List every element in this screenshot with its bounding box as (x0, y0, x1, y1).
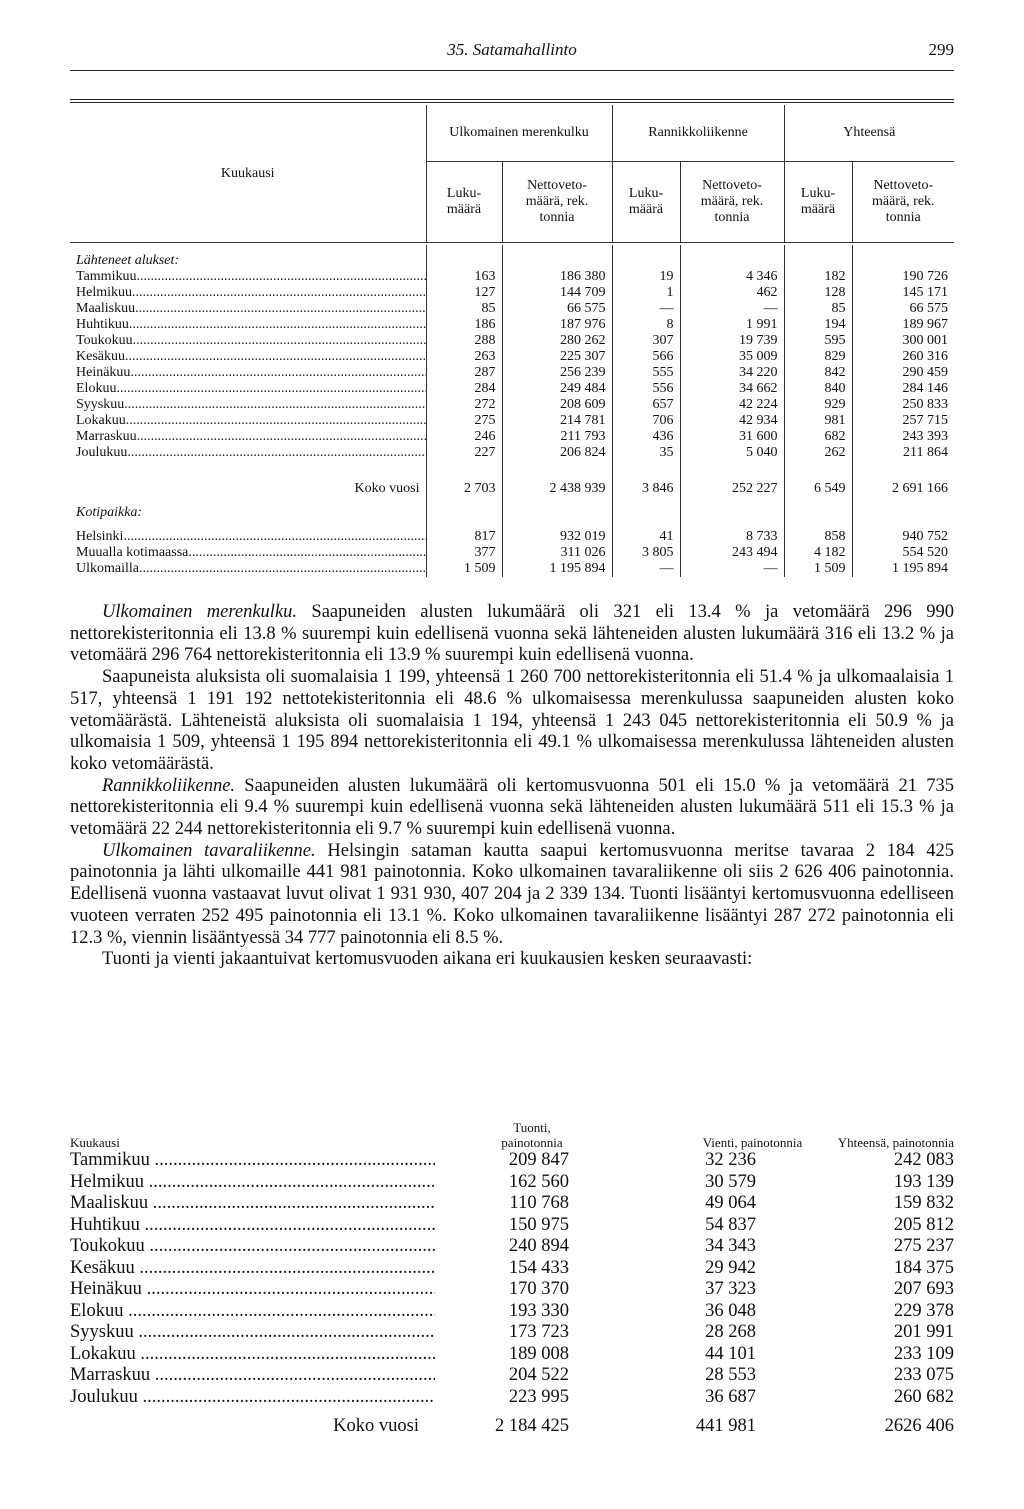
cell-value: 436 (612, 429, 680, 445)
table-row (70, 269, 954, 285)
table-row (70, 397, 954, 413)
cell-value: — (680, 301, 784, 317)
cell-value: 706 (612, 413, 680, 429)
total-row (70, 1408, 954, 1438)
table-top-rule (70, 99, 954, 100)
table-row (70, 545, 954, 561)
row-label: Toukokuu ..... (70, 333, 426, 349)
total-value: 2626 406 (884, 1416, 954, 1436)
cell-value: 209 847 (508, 1150, 569, 1170)
cell-value: 242 083 (893, 1150, 954, 1170)
cell-value: 566 (612, 349, 680, 365)
cell-value: 250 833 (852, 397, 954, 413)
subheader-tonnage: Nettoveto- määrä, rek. tonnia (852, 162, 954, 243)
month-label: Elokuu ..... (70, 1301, 435, 1323)
row-label: Huhtikuu ..... (70, 317, 426, 333)
cell-value: 555 (612, 365, 680, 381)
row-label: Elokuu ..... (70, 381, 426, 397)
cell-value: 233 109 (893, 1343, 954, 1364)
total-value: 2 438 939 (502, 469, 612, 497)
cell-value: 182 (784, 269, 852, 285)
table-row (70, 1150, 954, 1172)
paragraph (70, 949, 954, 971)
cell-value: 150 975 (508, 1214, 569, 1235)
row-label: Helmikuu ..... (70, 285, 426, 301)
cell-value: 1 195 894 (502, 561, 612, 577)
cell-value: 159 832 (893, 1193, 954, 1213)
cell-value: 233 075 (893, 1365, 954, 1385)
table-row (70, 561, 954, 577)
subheader-tonnage: Nettoveto- määrä, rek. tonnia (680, 162, 784, 243)
cell-value: 19 (612, 269, 680, 285)
table-row (70, 445, 954, 461)
cell-value: 5 040 (680, 445, 784, 461)
table-row (70, 1215, 954, 1237)
cell-value: 243 393 (852, 429, 954, 445)
paragraph-text: Saapuneiden alusten lukumäärä oli kertomusvuonna 501 eli 15.0 % ja vetomäärä 21 735 nettorekisteritonnia eli 9.4 % suurempi kuin edellisenä vuonna sekä lähteneiden alusten lukumäärä 511 eli 15.3 % ja vetomäärä 22 244 nettorekisteritonnia eli 9.7 % suurempi kuin edellisenä vuonna. (70, 775, 954, 840)
table-row (70, 1365, 954, 1387)
cell-value: 240 894 (508, 1236, 569, 1256)
month-label: Toukokuu ..... (70, 1236, 435, 1258)
table-top-rule-2 (70, 102, 954, 103)
cell-value: 1 195 894 (852, 561, 954, 577)
cell-value: 41 (612, 529, 680, 545)
paragraph-title: Ulkomainen tavaraliikenne. (102, 840, 316, 861)
cell-value: 190 726 (852, 269, 954, 285)
month-label: Syyskuu ..... (70, 1322, 435, 1344)
cell-value: 272 (426, 397, 502, 413)
cell-value: 193 330 (508, 1300, 569, 1321)
cell-value: 162 560 (508, 1171, 569, 1192)
cell-value: 858 (784, 529, 852, 545)
cell-value: 290 459 (852, 365, 954, 381)
cell-value: 8 (612, 317, 680, 333)
cell-value: 842 (784, 365, 852, 381)
cell-value: 246 (426, 429, 502, 445)
row-label: Lokakuu ..... (70, 413, 426, 429)
cell-value: 29 942 (705, 1257, 756, 1278)
row-label: Tammikuu ..... (70, 269, 426, 285)
cell-value: 128 (784, 285, 852, 301)
total-row (70, 469, 954, 497)
table-row (70, 317, 954, 333)
cell-value: 32 236 (705, 1150, 756, 1170)
cell-value: 54 837 (705, 1214, 756, 1235)
cell-value: 275 237 (893, 1236, 954, 1256)
cargo-traffic-table (70, 1120, 954, 1438)
table-row (70, 381, 954, 397)
cell-value: 145 171 (852, 285, 954, 301)
total-label: Koko vuosi (354, 481, 420, 496)
cell-value: 462 (680, 285, 784, 301)
cell-value: 66 575 (852, 301, 954, 317)
cell-value: 307 (612, 333, 680, 349)
cell-value: 44 101 (705, 1343, 756, 1364)
cell-value: 34 220 (680, 365, 784, 381)
cell-value: 8 733 (680, 529, 784, 545)
subheader-count: Luku- määrä (612, 162, 680, 243)
paragraph-title: Rannikkoliikenne. (102, 775, 236, 796)
table-row (70, 1279, 954, 1301)
table-row (70, 1301, 954, 1323)
cell-value: 201 991 (893, 1322, 954, 1342)
total-value: 6 549 (784, 469, 852, 497)
cell-value: 144 709 (502, 285, 612, 301)
cell-value: 205 812 (893, 1214, 954, 1235)
month-label: Tammikuu ..... (70, 1150, 435, 1172)
cell-value: 227 (426, 445, 502, 461)
cell-value: 184 375 (893, 1257, 954, 1278)
cell-value: 35 009 (680, 349, 784, 365)
table-row (70, 529, 954, 545)
table-row (70, 429, 954, 445)
cell-value: 189 008 (508, 1343, 569, 1364)
cell-value: 30 579 (705, 1171, 756, 1192)
month-label: Helmikuu ..... (70, 1172, 435, 1194)
total-value: 2 703 (426, 469, 502, 497)
cell-value: 37 323 (705, 1279, 756, 1299)
paragraph-title: Ulkomainen merenkulku. (102, 602, 298, 622)
col-header-total: Yhteensä, painotonnia (837, 1135, 954, 1150)
cell-value: 4 346 (680, 269, 784, 285)
cell-value: 260 682 (893, 1386, 954, 1407)
cell-value: 66 575 (502, 301, 612, 317)
cell-value: 163 (426, 269, 502, 285)
cell-value: 1 (612, 285, 680, 301)
cell-value: 556 (612, 381, 680, 397)
cell-value: 284 (426, 381, 502, 397)
cell-value: 19 739 (680, 333, 784, 349)
cell-value: 280 262 (502, 333, 612, 349)
cell-value: — (612, 301, 680, 317)
subheader-count: Luku- määrä (426, 162, 502, 243)
cell-value: 1 509 (426, 561, 502, 577)
paragraph (70, 667, 954, 776)
report-text (70, 602, 954, 971)
cell-value: — (612, 561, 680, 577)
cell-value: 1 509 (784, 561, 852, 577)
cell-value: — (680, 561, 784, 577)
cell-value: 223 995 (508, 1386, 569, 1407)
col-header-export: Vienti, painotonnia (702, 1135, 803, 1150)
cell-value: 34 662 (680, 381, 784, 397)
row-label: Ulkomailla ..... (70, 561, 426, 577)
header-rule (70, 70, 954, 71)
table-row (70, 349, 954, 365)
cell-value: 34 343 (705, 1236, 756, 1256)
cell-value: 35 (612, 445, 680, 461)
cell-value: 817 (426, 529, 502, 545)
row-label: Syyskuu ..... (70, 397, 426, 413)
cell-value: 49 064 (705, 1193, 756, 1213)
group-header-ulkomainen: Ulkomainen merenkulku (426, 105, 612, 162)
total-value: 3 846 (612, 469, 680, 497)
table-row (70, 1172, 954, 1194)
table-row (70, 1258, 954, 1280)
month-label: Maaliskuu ..... (70, 1193, 435, 1215)
cell-value: 3 805 (612, 545, 680, 561)
paragraph (70, 776, 954, 841)
page-header (70, 40, 954, 66)
cell-value: 288 (426, 333, 502, 349)
row-label: Kesäkuu ..... (70, 349, 426, 365)
cell-value: 840 (784, 381, 852, 397)
col-header-import: Tuonti, painotonnia (501, 1120, 563, 1150)
cell-value: 187 976 (502, 317, 612, 333)
month-label: Huhtikuu ..... (70, 1215, 435, 1237)
cell-value: 36 048 (705, 1300, 756, 1321)
total-label: Koko vuosi (333, 1416, 419, 1436)
table-row (70, 333, 954, 349)
section-title: 35. Satamahallinto (447, 40, 577, 59)
total-value: 2 691 166 (852, 469, 954, 497)
page-number: 299 (928, 40, 954, 59)
harbour-traffic-table (70, 105, 954, 577)
table-row (70, 285, 954, 301)
cell-value: 42 224 (680, 397, 784, 413)
cell-value: 194 (784, 317, 852, 333)
subheader-count: Luku- määrä (784, 162, 852, 243)
cell-value: 260 316 (852, 349, 954, 365)
cell-value: 186 380 (502, 269, 612, 285)
cell-value: 31 600 (680, 429, 784, 445)
month-label: Joulukuu ..... (70, 1387, 435, 1409)
cell-value: 256 239 (502, 365, 612, 381)
paragraph-text: Helsingin sataman kautta saapui kertomusvuonna meritse tavaraa 2 184 425 painotonnia ja lähti ulkomaille 441 981 painotonnia. Koko ulkomainen tavaraliikenne oli siis 2 626 406 painotonnia. Edellisenä vuonna vastaavat luvut olivat 1 931 930, 407 204 ja 2 339 134. Tuonti lisääntyi kertomusvuonna edelliseen vuoteen verraten 252 495 painotonnia eli 13.1 %. Koko ulkomainen tavaraliikenne lisääntyi 287 272 painotonnia eli 12.3 %, viennin lisääntyessä 34 777 painotonnia eli 8.5 %. (70, 840, 954, 948)
row-label: Helsinki ..... (70, 529, 426, 545)
cell-value: 127 (426, 285, 502, 301)
row-label: Joulukuu ..... (70, 445, 426, 461)
cell-value: 981 (784, 413, 852, 429)
cell-value: 263 (426, 349, 502, 365)
cell-value: 154 433 (508, 1257, 569, 1278)
paragraph (70, 602, 954, 667)
col-header-kuukausi: Kuukausi (220, 165, 275, 181)
cell-value: 110 768 (509, 1193, 569, 1213)
cell-value: 1 991 (680, 317, 784, 333)
group-header-yhteensa: Yhteensä (784, 105, 954, 162)
paragraph-text: Tuonti ja vienti jakaantuivat kertomusvuoden aikana eri kuukausien kesken seuraavasti: (102, 949, 753, 970)
cell-value: 186 (426, 317, 502, 333)
month-label: Marraskuu ..... (70, 1365, 435, 1387)
row-label: Marraskuu ..... (70, 429, 426, 445)
cell-value: 243 494 (680, 545, 784, 561)
cell-value: 42 934 (680, 413, 784, 429)
cell-value: 257 715 (852, 413, 954, 429)
table-row (70, 1387, 954, 1409)
cell-value: 377 (426, 545, 502, 561)
cell-value: 207 693 (893, 1279, 954, 1299)
group-header-rannikko: Rannikkoliikenne (612, 105, 784, 162)
cell-value: 28 553 (705, 1365, 756, 1385)
row-label: Maaliskuu ..... (70, 301, 426, 317)
cell-value: 284 146 (852, 381, 954, 397)
cell-value: 211 793 (502, 429, 612, 445)
paragraph-text: Saapuneista aluksista oli suomalaisia 1 199, yhteensä 1 260 700 nettorekisteritonnia eli 51.4 % ja ulkomaalaisia 1 517, yhteensä 1 191 192 nettotekisteritonnia eli 48.6 % ulkomaisessa merenkulussa saapuneiden alusten koko vetomäärästä. Lähteneistä aluksista oli suomalaisia 1 194, yhteensä 1 243 045 nettorekisteritonnia eli 50.9 % ja ulkomaisia 1 509, yhteensä 1 195 894 nettorekisteritonnia eli 49.1 % ulkomaisessa merenkulussa lähteneiden alusten koko vetomäärästä. (70, 667, 954, 774)
cell-value: 311 026 (502, 545, 612, 561)
col-header-month: Kuukausi (70, 1135, 120, 1150)
cell-value: 287 (426, 365, 502, 381)
month-label: Kesäkuu ..... (70, 1258, 435, 1280)
cell-value: 193 139 (893, 1171, 954, 1192)
paragraph-text: Saapuneiden alusten lukumäärä oli 321 eli 13.4 % ja vetomäärä 296 990 nettorekisteritonnia eli 13.8 % suurempi kuin edellisenä vuonna sekä lähteneiden alusten lukumäärä 316 eli 13.2 % ja vetomäärä 296 764 nettorekisteritonnia eli 13.9 % suurempi kuin edellisenä vuonna. (70, 602, 954, 666)
cell-value: 940 752 (852, 529, 954, 545)
table-row (70, 365, 954, 381)
total-value: 252 227 (680, 469, 784, 497)
row-label: Muualla kotimaassa ..... (70, 545, 426, 561)
cell-value: 173 723 (508, 1322, 569, 1342)
cell-value: 932 019 (502, 529, 612, 545)
table-row (70, 1344, 954, 1366)
cell-value: 206 824 (502, 445, 612, 461)
section-lahteneet-alukset: Lähteneet alukset: (76, 253, 180, 268)
row-label: Heinäkuu ..... (70, 365, 426, 381)
table-row (70, 301, 954, 317)
cell-value: 249 484 (502, 381, 612, 397)
cell-value: 211 864 (852, 445, 954, 461)
total-value: 441 981 (695, 1416, 756, 1436)
section-kotipaikka: Kotipaikka: (76, 505, 143, 520)
table-row (70, 1322, 954, 1344)
cell-value: 170 370 (508, 1279, 569, 1299)
table-row (70, 1193, 954, 1215)
cell-value: 85 (784, 301, 852, 317)
cell-value: 214 781 (502, 413, 612, 429)
month-label: Heinäkuu ..... (70, 1279, 435, 1301)
cell-value: 829 (784, 349, 852, 365)
month-label: Lokakuu ..... (70, 1344, 435, 1366)
cell-value: 275 (426, 413, 502, 429)
table-row (70, 413, 954, 429)
subheader-tonnage: Nettoveto- määrä, rek. tonnia (502, 162, 612, 243)
cell-value: 36 687 (705, 1386, 756, 1407)
cell-value: 189 967 (852, 317, 954, 333)
cell-value: 262 (784, 445, 852, 461)
cell-value: 300 001 (852, 333, 954, 349)
cell-value: 657 (612, 397, 680, 413)
paragraph (70, 841, 954, 950)
cell-value: 204 522 (508, 1365, 569, 1385)
total-value: 2 184 425 (495, 1416, 569, 1436)
cell-value: 208 609 (502, 397, 612, 413)
cell-value: 225 307 (502, 349, 612, 365)
cell-value: 4 182 (784, 545, 852, 561)
cell-value: 595 (784, 333, 852, 349)
table-row (70, 1236, 954, 1258)
cell-value: 929 (784, 397, 852, 413)
cell-value: 28 268 (705, 1322, 756, 1342)
cell-value: 554 520 (852, 545, 954, 561)
cell-value: 682 (784, 429, 852, 445)
cell-value: 229 378 (893, 1300, 954, 1321)
cell-value: 85 (426, 301, 502, 317)
